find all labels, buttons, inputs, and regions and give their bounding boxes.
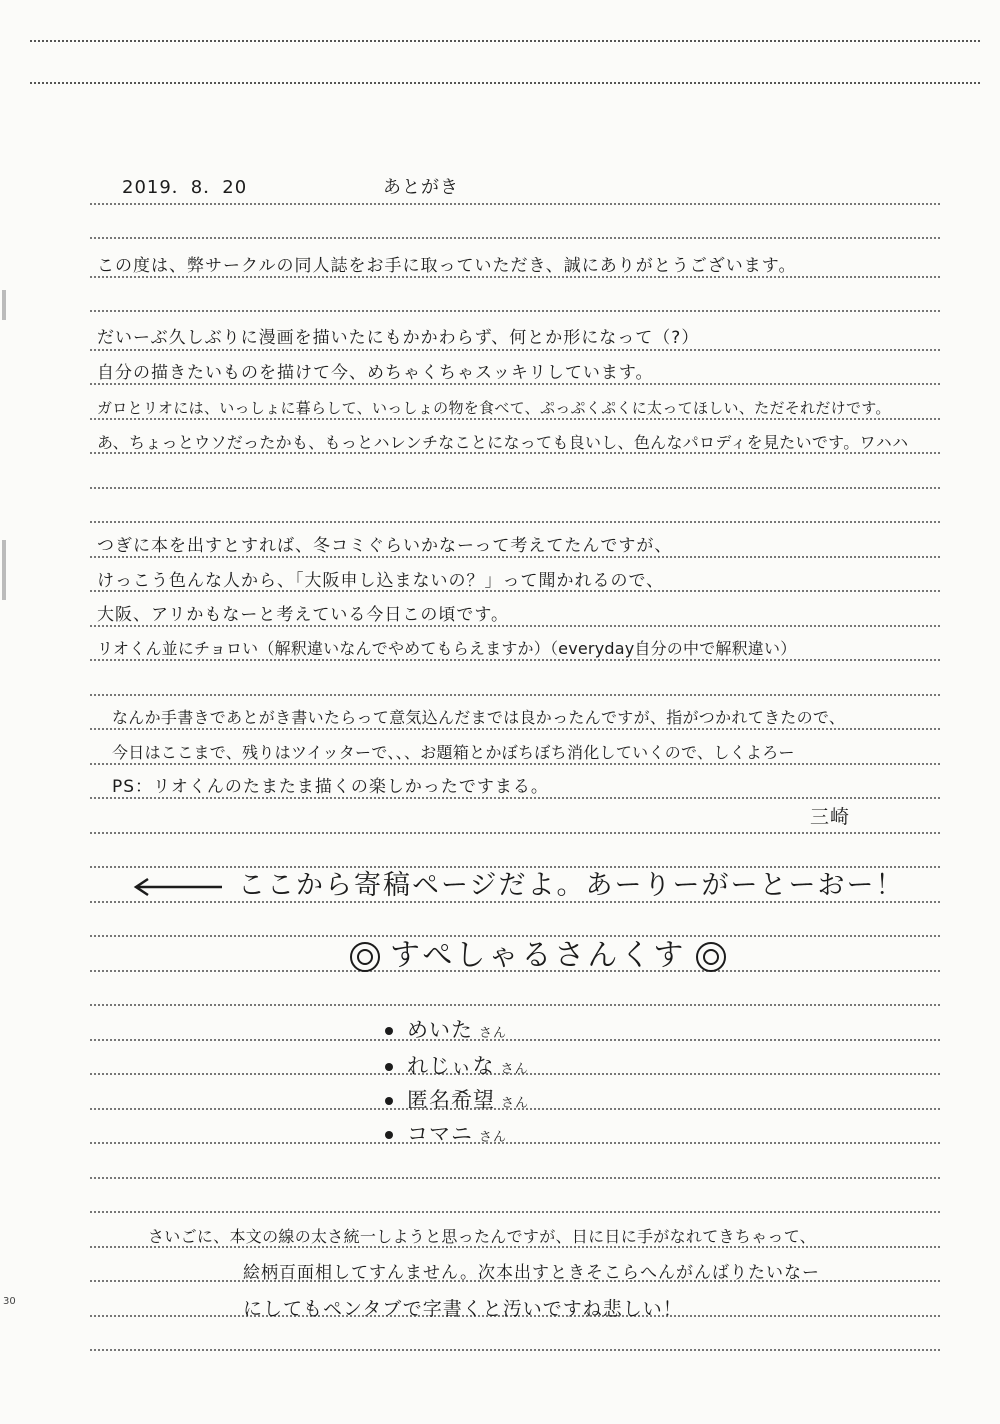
honorific: さん [501,1096,530,1111]
top-dotted-rule [30,40,980,42]
bullet-icon [385,1027,393,1035]
text-line: さいごに、本文の線の太さ統一しようと思ったんですが、日に日に手がなれてきちゃって、 [148,1227,816,1246]
bullet-icon [385,1097,393,1105]
text-line: この度は、弊サークルの同人誌をお手に取っていただき、誠にありがとうございます。 [97,256,797,276]
text-line: だいーぶ久しぶりに漫画を描いたにもかかわらず、何とか形になって（?） [97,328,700,348]
list-item [385,1052,529,1084]
top-dotted-rule [30,82,980,84]
text-line: あ、ちょっとウソだったかも、もっとハレンチなことになっても良いし、色んなパロディを見たいです。ワハハ [97,433,909,452]
text-line: 大阪、アリかもなーと考えている今日この頃です。 [97,605,509,625]
double-circle-icon [696,942,726,972]
guest-name: コマニ [407,1122,473,1146]
honorific: さん [479,1130,508,1145]
text-line: PS：リオくんのたまたま描くの楽しかったですまる。 [112,777,549,797]
text-line: けっこう色んな人から、「大阪申し込まないの？」って聞かれるので、 [97,571,665,591]
list-item [385,1086,529,1118]
list-item [385,1120,507,1152]
bullet-icon [385,1131,393,1139]
page-number: 30 [3,1296,16,1307]
text-line: なんか手書きであとがき書いたらって意気込んだまでは良かったんですが、指がつかれてきたので、 [112,708,846,727]
text-line: つぎに本を出すとすれば、冬コミぐらいかなーって考えてたんですが、 [97,536,673,556]
text-line: リオくん並にチョロい（解釈違いなんでやめてもらえますか）（everyday自分の中で解釈違い） [97,639,797,658]
text-line: 今日はここまで、残りはツイッターで、、、お題箱とかぼちぼち消化していくので、しくよろー [112,743,795,762]
margin-mark [2,540,6,600]
date: 2019．8．20 [122,177,248,198]
special-thanks-heading [340,936,736,976]
text-line: ガロとリオには、いっしょに暮らして、いっしょの物を食べて、ぷっぷくぷくに太ってほしい、ただそれだけです。 [97,399,891,417]
guest-pages-note [132,868,904,904]
left-arrow-icon [132,877,224,897]
text-line: 絵柄百面相してすんません。次本出すときそこらへんがんばりたいなー [243,1263,821,1283]
list-item [385,1016,507,1048]
guest-name: めいた [407,1018,473,1042]
guest-name: れじぃな [407,1054,495,1078]
text-line: 自分の描きたいものを描けて今、めちゃくちゃスッキリしています。 [97,363,654,383]
bullet-icon [385,1063,393,1071]
honorific: さん [479,1026,508,1041]
guest-name: 匿名希望 [407,1088,495,1112]
page-title: あとがき [383,177,459,198]
special-thanks-title: すぺしゃるさんくす [390,938,687,973]
signature: 三崎 [810,806,851,828]
text-line: にしてもペンタブで字書くと汚いですね悲しい！ [243,1298,683,1320]
guest-pages-text: ここから寄稿ページだよ。あーりーがーとーおー！ [238,870,905,901]
margin-mark [2,290,6,320]
double-circle-icon [350,942,380,972]
honorific: さん [500,1062,529,1077]
